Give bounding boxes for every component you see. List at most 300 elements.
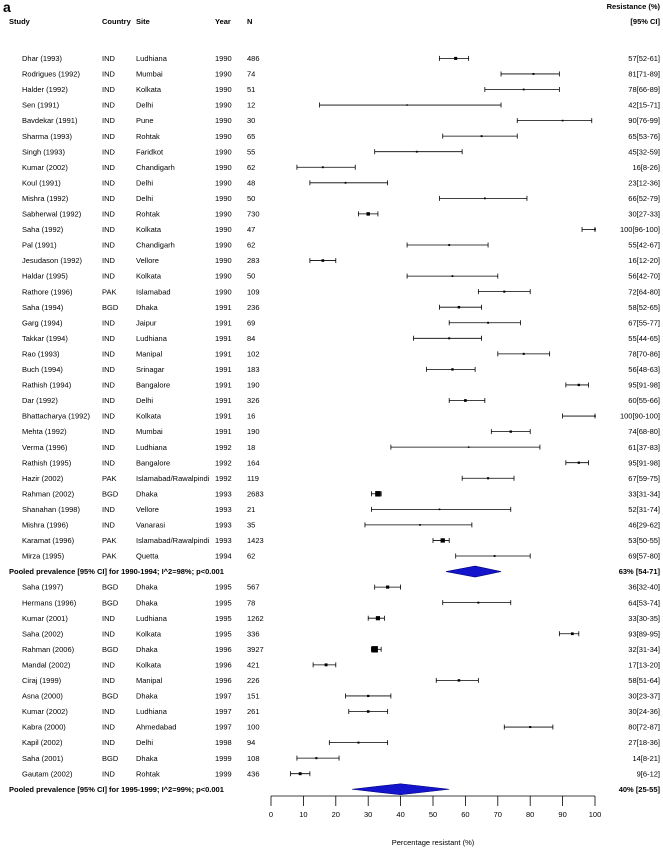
study-site: Delhi — [136, 738, 154, 748]
study-name: Kabra (2000) — [22, 722, 66, 732]
point-estimate — [439, 509, 441, 511]
study-site: Kolkata — [136, 629, 162, 639]
study-name: Saha (2001) — [22, 753, 64, 763]
study-ci-text: 78[70-86] — [628, 349, 660, 359]
study-year: 1991 — [215, 318, 232, 328]
study-year: 1997 — [215, 707, 232, 717]
study-n: 109 — [247, 287, 260, 297]
study-country: PAK — [102, 536, 117, 546]
study-name: Haldar (1995) — [22, 271, 68, 281]
study-country: PAK — [102, 551, 117, 561]
study-n: 190 — [247, 427, 260, 437]
study-year: 1991 — [215, 427, 232, 437]
x-tick-label: 100 — [588, 810, 602, 819]
study-name: Kumar (2002) — [22, 162, 68, 172]
study-n: 62 — [247, 162, 256, 172]
study-site: Kolkata — [136, 411, 162, 421]
study-site: Vellore — [136, 504, 159, 514]
study-ci-text: 45[32-59] — [628, 147, 660, 157]
study-name: Mishra (1996) — [22, 520, 69, 530]
study-site: Vanarasi — [136, 520, 166, 530]
study-n: 62 — [247, 551, 256, 561]
study-name: Karamat (1996) — [22, 536, 75, 546]
header-country: Country — [102, 17, 131, 26]
study-year: 1993 — [215, 504, 232, 514]
study-year: 1990 — [215, 54, 232, 63]
point-estimate — [299, 772, 302, 775]
study-name: Gautam (2002) — [22, 769, 73, 779]
study-name: Sabherwal (1992) — [22, 209, 82, 219]
study-n: 100 — [247, 722, 260, 732]
point-estimate — [454, 57, 457, 60]
study-country: IND — [102, 707, 115, 717]
study-ci-text: 30[27-33] — [628, 209, 660, 219]
study-year: 1991 — [215, 349, 232, 359]
study-name: Kumar (2001) — [22, 613, 68, 623]
study-year: 1999 — [215, 753, 232, 763]
study-year: 1990 — [215, 209, 232, 219]
study-n: 84 — [247, 333, 256, 343]
study-country: IND — [102, 365, 115, 374]
study-country: IND — [102, 116, 115, 126]
study-year: 1994 — [215, 551, 232, 561]
x-tick-label: 20 — [331, 810, 340, 819]
point-estimate — [448, 244, 450, 246]
study-year: 1990 — [215, 287, 232, 297]
study-ci-text: 58[51-64] — [628, 676, 660, 685]
study-site: Rohtak — [136, 209, 160, 219]
study-ci-text: 95[91-98] — [628, 380, 660, 390]
study-country: IND — [102, 676, 115, 685]
study-country: IND — [102, 318, 115, 328]
study-n: 236 — [247, 302, 260, 312]
study-year: 1991 — [215, 333, 232, 343]
study-year: 1990 — [215, 85, 232, 95]
study-country: IND — [102, 147, 115, 157]
point-estimate — [416, 151, 418, 153]
study-n: 190 — [247, 380, 260, 390]
study-name: Kapil (2002) — [22, 738, 63, 748]
point-estimate — [487, 477, 489, 479]
study-site: Delhi — [136, 178, 154, 188]
point-estimate — [487, 322, 489, 324]
study-site: Ahmedabad — [136, 722, 177, 732]
study-ci-text: 30[24-36] — [628, 707, 660, 717]
study-n: 47 — [247, 225, 256, 235]
study-ci-text: 55[42-67] — [628, 240, 660, 250]
study-year: 1990 — [215, 147, 232, 157]
study-site: Rohtak — [136, 769, 160, 779]
x-tick-label: 0 — [268, 810, 274, 819]
study-site: Dhaka — [136, 598, 158, 608]
study-n: 151 — [247, 691, 260, 701]
point-estimate — [578, 462, 580, 464]
point-estimate — [376, 616, 380, 620]
study-country: IND — [102, 442, 115, 452]
study-site: Delhi — [136, 100, 154, 110]
study-year: 1990 — [215, 271, 232, 281]
study-name: Sharma (1993) — [22, 131, 73, 141]
study-ci-text: 23[12-36] — [628, 178, 660, 188]
study-site: Bangalore — [136, 458, 171, 468]
study-site: Islamabad/Rawalpindi — [136, 473, 210, 483]
study-year: 1991 — [215, 302, 232, 312]
panel-label: a — [3, 0, 11, 15]
study-name: Dhar (1993) — [22, 54, 63, 63]
study-n: 164 — [247, 458, 260, 468]
study-year: 1990 — [215, 225, 232, 235]
study-name: Sen (1991) — [22, 100, 60, 110]
study-country: IND — [102, 738, 115, 748]
point-estimate — [371, 646, 377, 652]
study-n: 16 — [247, 411, 256, 421]
study-year: 1990 — [215, 131, 232, 141]
point-estimate — [375, 491, 380, 496]
study-country: IND — [102, 722, 115, 732]
study-n: 102 — [247, 349, 260, 359]
study-site: Kolkata — [136, 85, 162, 95]
point-estimate — [367, 695, 369, 697]
study-ci-text: 14[8-21] — [632, 753, 660, 763]
study-country: IND — [102, 629, 115, 639]
study-ci-text: 57[52-61] — [628, 54, 660, 63]
study-n: 336 — [247, 629, 260, 639]
study-name: Rathish (1994) — [22, 380, 72, 390]
point-estimate — [345, 182, 347, 184]
study-year: 1990 — [215, 69, 232, 79]
pooled-ci-text: 40% [25-55] — [618, 784, 660, 794]
study-year: 1990 — [215, 116, 232, 126]
study-n: 283 — [247, 256, 260, 266]
point-estimate — [325, 663, 328, 666]
study-country: IND — [102, 427, 115, 437]
study-n: 436 — [247, 769, 260, 779]
pooled-diamond — [352, 784, 449, 795]
study-site: Srinagar — [136, 365, 165, 374]
study-ci-text: 58[52-65] — [628, 302, 660, 312]
study-n: 486 — [247, 54, 260, 63]
study-year: 1991 — [215, 411, 232, 421]
study-ci-text: 53[50-55] — [628, 536, 660, 546]
study-n: 12 — [247, 100, 256, 110]
study-n: 226 — [247, 676, 260, 685]
study-country: PAK — [102, 473, 117, 483]
x-tick-label: 50 — [428, 810, 438, 819]
point-estimate — [494, 555, 496, 557]
study-ci-text: 69[57-80] — [628, 551, 660, 561]
study-name: Bavdekar (1991) — [22, 116, 78, 126]
study-site: Dhaka — [136, 691, 158, 701]
study-year: 1997 — [215, 722, 232, 732]
study-year: 1992 — [215, 442, 232, 452]
point-estimate — [523, 353, 525, 355]
point-estimate — [503, 291, 505, 293]
study-year: 1999 — [215, 769, 232, 779]
study-ci-text: 67[55-77] — [628, 318, 660, 328]
study-name: Rahman (2006) — [22, 644, 75, 654]
point-estimate — [386, 586, 389, 589]
point-estimate — [484, 197, 486, 199]
pooled-label: Pooled prevalence [95% CI] for 1990-1994; I^2=98%; p<0.001 — [9, 567, 224, 577]
study-n: 69 — [247, 318, 256, 328]
study-name: Dar (1992) — [22, 396, 58, 406]
study-name: Singh (1993) — [22, 147, 65, 157]
study-ci-text: 42[15-71] — [628, 100, 660, 110]
x-tick-label: 40 — [396, 810, 405, 819]
header-resistance: Resistance (%) — [606, 2, 660, 11]
study-name: Asna (2000) — [22, 691, 63, 701]
study-ci-text: 33[30-35] — [628, 613, 660, 623]
point-estimate — [322, 166, 324, 168]
header-n: N — [247, 17, 253, 26]
study-country: IND — [102, 131, 115, 141]
study-site: Ludhiana — [136, 442, 167, 452]
study-year: 1996 — [215, 676, 232, 685]
pooled-ci-text: 63% [54-71] — [618, 567, 660, 577]
study-country: IND — [102, 178, 115, 188]
study-site: Pune — [136, 116, 154, 126]
point-estimate — [367, 710, 370, 713]
study-ci-text: 46[29-62] — [628, 520, 660, 530]
study-site: Dhaka — [136, 644, 158, 654]
study-site: Delhi — [136, 193, 154, 203]
study-name: Mehta (1992) — [22, 427, 67, 437]
study-ci-text: 32[31-34] — [628, 644, 660, 654]
study-name: Saha (1992) — [22, 225, 64, 235]
study-n: 183 — [247, 365, 260, 374]
study-name: Rathish (1995) — [22, 458, 72, 468]
study-n: 567 — [247, 582, 260, 592]
study-name: Verma (1996) — [22, 442, 68, 452]
study-ci-text: 17[13-20] — [628, 660, 660, 670]
point-estimate — [464, 399, 467, 402]
study-name: Saha (1994) — [22, 302, 64, 312]
point-estimate — [468, 446, 470, 448]
header-study: Study — [9, 17, 30, 26]
study-ci-text: 78[66-89] — [628, 85, 660, 95]
study-n: 421 — [247, 660, 260, 670]
study-year: 1990 — [215, 178, 232, 188]
study-n: 326 — [247, 396, 260, 406]
point-estimate — [477, 602, 479, 604]
point-estimate — [448, 337, 450, 339]
point-estimate — [578, 384, 580, 386]
study-n: 55 — [247, 147, 256, 157]
study-ci-text: 61[37-83] — [628, 442, 660, 452]
study-name: Bhattacharya (1992) — [22, 411, 90, 421]
study-year: 1995 — [215, 629, 232, 639]
x-axis — [269, 796, 601, 819]
pooled-diamond — [446, 566, 501, 577]
study-name: Koul (1991) — [22, 178, 61, 188]
study-country: IND — [102, 411, 115, 421]
point-estimate — [594, 415, 596, 417]
study-name: Jesudason (1992) — [22, 256, 83, 266]
study-n: 730 — [247, 209, 260, 219]
study-ci-text: 9[6-12] — [636, 769, 660, 779]
study-country: IND — [102, 520, 115, 530]
study-n: 3927 — [247, 644, 264, 654]
study-country: IND — [102, 162, 115, 172]
study-site: Kolkata — [136, 225, 162, 235]
point-estimate — [441, 538, 445, 542]
study-site: Chandigarh — [136, 162, 175, 172]
study-name: Takkar (1994) — [22, 333, 68, 343]
study-year: 1993 — [215, 536, 232, 546]
study-n: 261 — [247, 707, 260, 717]
study-site: Quetta — [136, 551, 159, 561]
point-estimate — [510, 430, 512, 432]
study-site: Ludhiana — [136, 707, 167, 717]
study-ci-text: 72[64-80] — [628, 287, 660, 297]
study-year: 1992 — [215, 473, 232, 483]
study-n: 1262 — [247, 613, 264, 623]
study-ci-text: 16[12-20] — [628, 256, 660, 266]
study-country: IND — [102, 349, 115, 359]
study-year: 1991 — [215, 380, 232, 390]
study-country: IND — [102, 225, 115, 235]
study-name: Rahman (2002) — [22, 489, 75, 499]
study-site: Mumbai — [136, 69, 163, 79]
study-country: IND — [102, 660, 115, 670]
x-tick-label: 10 — [299, 810, 308, 819]
study-name: Hazir (2002) — [22, 473, 64, 483]
header-year: Year — [215, 17, 231, 26]
table-rows — [9, 54, 660, 795]
study-n: 119 — [247, 473, 259, 483]
study-site: Islamabad — [136, 287, 171, 297]
study-ci-text: 16[8-26] — [632, 162, 660, 172]
study-year: 1992 — [215, 458, 232, 468]
study-ci-text: 52[31-74] — [628, 504, 660, 514]
point-estimate — [357, 742, 359, 744]
study-country: IND — [102, 85, 115, 95]
x-tick-label: 80 — [526, 810, 535, 819]
study-name: Buch (1994) — [22, 365, 63, 374]
study-country: IND — [102, 396, 115, 406]
study-ci-text: 56[48-63] — [628, 365, 660, 374]
study-name: Ciraj (1999) — [22, 676, 62, 685]
study-country: IND — [102, 193, 115, 203]
study-year: 1995 — [215, 613, 232, 623]
study-country: BGD — [102, 489, 119, 499]
study-name: Saha (1997) — [22, 582, 64, 592]
study-country: BGD — [102, 598, 119, 608]
study-site: Ludhiana — [136, 613, 167, 623]
study-name: Garg (1994) — [22, 318, 63, 328]
study-site: Kolkata — [136, 271, 162, 281]
study-ci-text: 95[91-98] — [628, 458, 660, 468]
study-name: Shanahan (1998) — [22, 504, 80, 514]
study-site: Ludhiana — [136, 333, 167, 343]
study-site: Bangalore — [136, 380, 171, 390]
study-year: 1990 — [215, 162, 232, 172]
study-ci-text: 36[32-40] — [628, 582, 660, 592]
study-name: Kumar (2002) — [22, 707, 68, 717]
study-ci-text: 80[72-87] — [628, 722, 660, 732]
study-country: IND — [102, 458, 115, 468]
study-country: IND — [102, 256, 115, 266]
study-ci-text: 93[89-95] — [628, 629, 660, 639]
study-ci-text: 74[68-80] — [628, 427, 660, 437]
study-site: Rohtak — [136, 131, 160, 141]
study-site: Ludhiana — [136, 54, 167, 63]
study-year: 1997 — [215, 691, 232, 701]
study-site: Chandigarh — [136, 240, 175, 250]
study-ci-text: 65[53-76] — [628, 131, 660, 141]
study-ci-text: 66[52-79] — [628, 193, 660, 203]
study-site: Islamabad/Rawalpindi — [136, 536, 210, 546]
point-estimate — [529, 726, 531, 728]
study-country: IND — [102, 69, 115, 79]
study-name: Hermans (1996) — [22, 598, 77, 608]
study-country: IND — [102, 504, 115, 514]
x-axis-label: Percentage resistant (%) — [391, 838, 475, 847]
study-country: PAK — [102, 287, 117, 297]
study-site: Manipal — [136, 349, 163, 359]
study-ci-text: 64[53-74] — [628, 598, 660, 608]
study-site: Kolkata — [136, 660, 162, 670]
study-name: Mirza (1995) — [22, 551, 65, 561]
study-n: 18 — [247, 442, 256, 452]
study-name: Pal (1991) — [22, 240, 57, 250]
study-n: 1423 — [247, 536, 264, 546]
header-site: Site — [136, 17, 150, 26]
study-site: Manipal — [136, 676, 163, 685]
study-country: IND — [102, 54, 115, 63]
study-n: 94 — [247, 738, 256, 748]
study-name: Rao (1993) — [22, 349, 60, 359]
point-estimate — [523, 89, 525, 91]
study-year: 1990 — [215, 100, 232, 110]
study-year: 1996 — [215, 644, 232, 654]
study-country: IND — [102, 380, 115, 390]
study-site: Delhi — [136, 396, 154, 406]
point-estimate — [452, 275, 454, 277]
study-n: 78 — [247, 598, 256, 608]
study-n: 65 — [247, 131, 256, 141]
point-estimate — [366, 212, 369, 215]
x-tick-label: 70 — [493, 810, 502, 819]
study-country: BGD — [102, 302, 119, 312]
x-tick-label: 60 — [461, 810, 470, 819]
study-name: Rodrigues (1992) — [22, 69, 80, 79]
study-country: BGD — [102, 753, 119, 763]
study-name: Mandal (2002) — [22, 660, 71, 670]
study-n: 51 — [247, 85, 256, 95]
study-country: IND — [102, 613, 115, 623]
study-ci-text: 100[96-100] — [619, 225, 660, 235]
pooled-label: Pooled prevalence [95% CI] for 1995-1999; I^2=99%; p<0.001 — [9, 784, 224, 794]
study-year: 1993 — [215, 520, 232, 530]
study-country: BGD — [102, 644, 119, 654]
study-name: Halder (1992) — [22, 85, 68, 95]
study-n: 35 — [247, 520, 256, 530]
study-n: 50 — [247, 193, 256, 203]
point-estimate — [562, 120, 564, 122]
study-site: Mumbai — [136, 427, 163, 437]
study-country: IND — [102, 769, 115, 779]
study-site: Faridkot — [136, 147, 164, 157]
study-ci-text: 100[90-100] — [619, 411, 660, 421]
study-country: BGD — [102, 691, 119, 701]
study-site: Jaipur — [136, 318, 157, 328]
study-country: IND — [102, 209, 115, 219]
study-site: Dhaka — [136, 489, 158, 499]
point-estimate — [458, 679, 460, 681]
study-site: Dhaka — [136, 302, 158, 312]
study-site: Dhaka — [136, 753, 158, 763]
